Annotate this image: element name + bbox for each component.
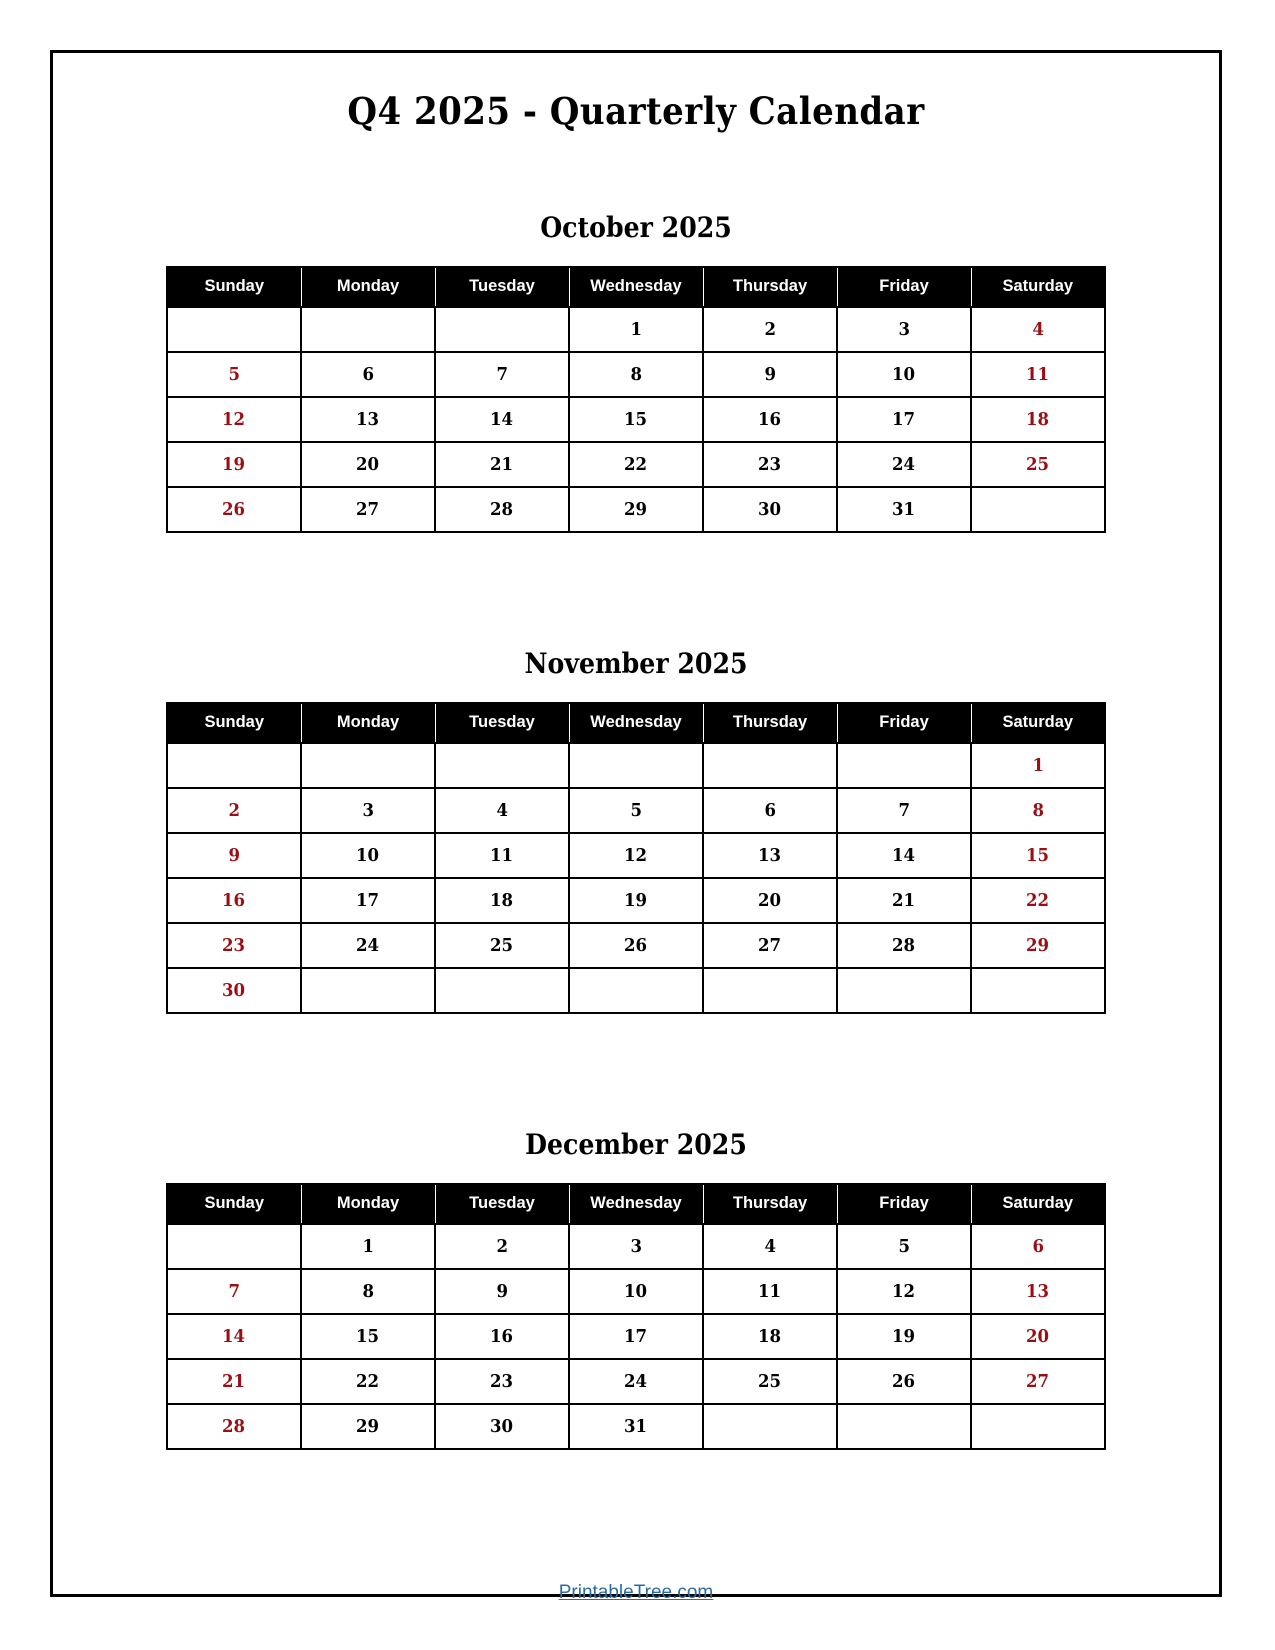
day-number: 29 [356,1416,380,1437]
day-number: 1 [1032,755,1044,776]
weekday-header-sunday: Sunday [167,1184,301,1224]
day-number: 23 [490,1371,514,1392]
calendar-day-cell[interactable] [301,833,435,878]
calendar-cell-empty [167,743,301,788]
table-row [167,352,1105,397]
day-number: 5 [228,364,240,385]
table-row [167,1359,1105,1404]
day-number: 4 [496,800,508,821]
calendar-cell-empty [971,1404,1105,1449]
calendar-day-cell[interactable] [569,1224,703,1269]
weekday-header-saturday: Saturday [971,267,1105,307]
day-number: 30 [490,1416,514,1437]
day-number: 28 [490,499,514,520]
day-number: 10 [356,845,380,866]
day-number: 3 [898,319,910,340]
calendar-day-cell[interactable] [837,1269,971,1314]
day-number: 24 [356,935,380,956]
calendar-day-cell[interactable] [703,1224,837,1269]
calendar-day-cell[interactable] [301,442,435,487]
day-number: 6 [764,800,776,821]
weekday-header-row-october [167,267,1105,307]
table-row [167,968,1105,1013]
calendar-day-cell[interactable] [971,307,1105,352]
day-number: 9 [764,364,776,385]
calendar-day-cell[interactable] [569,1314,703,1359]
day-number: 30 [222,980,246,1001]
table-row [167,442,1105,487]
month-section-november [166,647,1106,1014]
table-row [167,1404,1105,1449]
calendar-body-december [167,1224,1105,1449]
calendar-day-cell[interactable] [435,397,569,442]
day-number: 11 [758,1281,782,1302]
day-number: 30 [758,499,782,520]
calendar-day-cell[interactable] [569,833,703,878]
day-number: 21 [222,1371,246,1392]
calendar-cell-empty [569,743,703,788]
day-number: 16 [222,890,246,911]
calendar-day-cell[interactable] [435,442,569,487]
day-number: 25 [1026,454,1050,475]
day-number: 8 [1032,800,1044,821]
calendar-day-cell[interactable] [569,1404,703,1449]
day-number: 26 [892,1371,916,1392]
calendar-day-cell[interactable] [971,788,1105,833]
calendar-day-cell[interactable] [837,878,971,923]
calendar-day-cell[interactable] [435,1224,569,1269]
calendar-day-cell[interactable] [569,352,703,397]
calendar-day-cell[interactable] [971,923,1105,968]
day-number: 2 [496,1236,508,1257]
day-number: 24 [892,454,916,475]
month-heading-october: October 2025 [540,211,732,244]
month-heading-november: November 2025 [524,647,748,680]
day-number: 17 [624,1326,648,1347]
day-number: 15 [1026,845,1050,866]
day-number: 13 [758,845,782,866]
calendar-cell-empty [167,1224,301,1269]
calendar-day-cell[interactable] [569,1359,703,1404]
day-number: 26 [222,499,246,520]
calendar-day-cell[interactable] [301,1224,435,1269]
day-number: 9 [496,1281,508,1302]
calendar-day-cell[interactable] [435,352,569,397]
calendar-day-cell[interactable] [167,352,301,397]
calendar-day-cell[interactable] [435,487,569,532]
calendar-day-cell[interactable] [167,788,301,833]
day-number: 1 [630,319,642,340]
calendar-day-cell[interactable] [703,397,837,442]
day-number: 24 [624,1371,648,1392]
calendar-day-cell[interactable] [837,487,971,532]
weekday-header-sunday: Sunday [167,267,301,307]
weekday-header-thursday: Thursday [703,1184,837,1224]
day-number: 16 [490,1326,514,1347]
weekday-header-row-december [167,1184,1105,1224]
calendar-day-cell[interactable] [167,442,301,487]
calendar-day-cell[interactable] [971,397,1105,442]
calendar-day-cell[interactable] [703,923,837,968]
calendar-day-cell[interactable] [569,307,703,352]
day-number: 27 [758,935,782,956]
table-row [167,788,1105,833]
calendar-day-cell[interactable] [301,1404,435,1449]
day-number: 20 [356,454,380,475]
calendar-day-cell[interactable] [971,1269,1105,1314]
calendar-day-cell[interactable] [837,833,971,878]
weekday-header-friday: Friday [837,267,971,307]
calendar-cell-empty [703,743,837,788]
calendar-day-cell[interactable] [703,1314,837,1359]
day-number: 5 [898,1236,910,1257]
day-number: 10 [624,1281,648,1302]
day-number: 15 [356,1326,380,1347]
calendar-day-cell[interactable] [837,352,971,397]
calendar-day-cell[interactable] [167,878,301,923]
calendar-day-cell[interactable] [569,397,703,442]
weekday-header-tuesday: Tuesday [435,1184,569,1224]
calendar-day-cell[interactable] [301,788,435,833]
weekday-header-saturday: Saturday [971,1184,1105,1224]
calendar-cell-empty [435,968,569,1013]
weekday-header-thursday: Thursday [703,703,837,743]
calendar-day-cell[interactable] [703,878,837,923]
calendar-cell-empty [301,743,435,788]
calendar-day-cell[interactable] [435,1269,569,1314]
calendar-day-cell[interactable] [703,1359,837,1404]
weekday-header-friday: Friday [837,1184,971,1224]
weekday-header-wednesday: Wednesday [569,1184,703,1224]
calendar-day-cell[interactable] [435,833,569,878]
calendar-day-cell[interactable] [569,442,703,487]
calendar-day-cell[interactable] [167,968,301,1013]
day-number: 1 [362,1236,374,1257]
day-number: 18 [490,890,514,911]
calendar-day-cell[interactable] [301,397,435,442]
calendar-day-cell[interactable] [971,442,1105,487]
calendar-day-cell[interactable] [435,878,569,923]
day-number: 9 [228,845,240,866]
calendar-day-cell[interactable] [569,1269,703,1314]
calendar-table-december [166,1183,1106,1450]
table-row [167,833,1105,878]
day-number: 11 [490,845,514,866]
day-number: 4 [764,1236,776,1257]
day-number: 3 [362,800,374,821]
calendar-day-cell[interactable] [435,1404,569,1449]
calendar-day-cell[interactable] [837,923,971,968]
day-number: 17 [892,409,916,430]
page-title: Q4 2025 - Quarterly Calendar [347,89,925,133]
day-number: 28 [222,1416,246,1437]
calendar-cell-empty [837,1404,971,1449]
calendar-cell-empty [301,307,435,352]
day-number: 11 [1026,364,1050,385]
day-number: 7 [496,364,508,385]
day-number: 6 [1032,1236,1044,1257]
day-number: 7 [898,800,910,821]
day-number: 23 [222,935,246,956]
table-row [167,267,1105,307]
day-number: 31 [624,1416,648,1437]
calendar-day-cell[interactable] [837,442,971,487]
table-row [167,703,1105,743]
calendar-day-cell[interactable] [301,1314,435,1359]
calendar-day-cell[interactable] [703,307,837,352]
day-number: 19 [222,454,246,475]
table-row [167,1269,1105,1314]
day-number: 14 [490,409,514,430]
day-number: 27 [1026,1371,1050,1392]
calendar-cell-empty [301,968,435,1013]
calendar-table-october [166,266,1106,533]
day-number: 20 [1026,1326,1050,1347]
calendar-day-cell[interactable] [837,1224,971,1269]
calendar-day-cell[interactable] [435,1314,569,1359]
day-number: 14 [892,845,916,866]
calendar-body-november [167,743,1105,1013]
calendar-day-cell[interactable] [167,397,301,442]
weekday-header-saturday: Saturday [971,703,1105,743]
calendar-day-cell[interactable] [703,788,837,833]
printabletree-link[interactable]: PrintableTree.com [558,1582,714,1603]
calendar-day-cell[interactable] [703,352,837,397]
calendar-day-cell[interactable] [837,1359,971,1404]
calendar-day-cell[interactable] [703,487,837,532]
weekday-header-row-november [167,703,1105,743]
day-number: 12 [892,1281,916,1302]
calendar-day-cell[interactable] [971,352,1105,397]
day-number: 23 [758,454,782,475]
calendar-cell-empty [569,968,703,1013]
month-heading-december: December 2025 [525,1128,747,1161]
day-number: 14 [222,1326,246,1347]
calendar-day-cell[interactable] [435,923,569,968]
calendar-cell-empty [837,743,971,788]
day-number: 31 [892,499,916,520]
table-row [167,878,1105,923]
calendar-cell-empty [837,968,971,1013]
day-number: 25 [490,935,514,956]
day-number: 15 [624,409,648,430]
day-number: 5 [630,800,642,821]
day-number: 10 [892,364,916,385]
day-number: 21 [892,890,916,911]
calendar-day-cell[interactable] [837,307,971,352]
calendar-day-cell[interactable] [971,743,1105,788]
table-row [167,923,1105,968]
day-number: 22 [624,454,648,475]
day-number: 28 [892,935,916,956]
calendar-day-cell[interactable] [435,1359,569,1404]
weekday-header-monday: Monday [301,267,435,307]
day-number: 3 [630,1236,642,1257]
month-section-october [166,211,1106,533]
day-number: 13 [1026,1281,1050,1302]
weekday-header-tuesday: Tuesday [435,703,569,743]
calendar-day-cell[interactable] [167,1404,301,1449]
calendar-table-november [166,702,1106,1014]
day-number: 19 [892,1326,916,1347]
calendar-day-cell[interactable] [971,1224,1105,1269]
calendar-body-october [167,307,1105,532]
calendar-cell-empty [703,1404,837,1449]
day-number: 6 [362,364,374,385]
calendar-day-cell[interactable] [569,788,703,833]
calendar-day-cell[interactable] [971,1314,1105,1359]
weekday-header-tuesday: Tuesday [435,267,569,307]
weekday-header-monday: Monday [301,1184,435,1224]
calendar-day-cell[interactable] [435,788,569,833]
calendar-day-cell[interactable] [971,833,1105,878]
calendar-day-cell[interactable] [301,487,435,532]
calendar-cell-empty [435,307,569,352]
day-number: 18 [1026,409,1050,430]
calendar-day-cell[interactable] [301,352,435,397]
table-row [167,1314,1105,1359]
calendar-day-cell[interactable] [301,878,435,923]
day-number: 29 [1026,935,1050,956]
day-number: 21 [490,454,514,475]
day-number: 12 [624,845,648,866]
weekday-header-monday: Monday [301,703,435,743]
calendar-day-cell[interactable] [569,878,703,923]
table-row [167,307,1105,352]
calendar-day-cell[interactable] [569,923,703,968]
calendar-day-cell[interactable] [837,1314,971,1359]
calendar-cell-empty [167,307,301,352]
weekday-header-wednesday: Wednesday [569,703,703,743]
table-row [167,743,1105,788]
calendar-cell-empty [435,743,569,788]
day-number: 20 [758,890,782,911]
day-number: 13 [356,409,380,430]
calendar-day-cell[interactable] [167,923,301,968]
weekday-header-wednesday: Wednesday [569,267,703,307]
day-number: 2 [764,319,776,340]
day-number: 19 [624,890,648,911]
footer [53,1582,1219,1604]
calendar-day-cell[interactable] [301,1359,435,1404]
weekday-header-friday: Friday [837,703,971,743]
day-number: 2 [228,800,240,821]
calendar-day-cell[interactable] [301,923,435,968]
calendar-cell-empty [971,968,1105,1013]
table-row [167,397,1105,442]
day-number: 8 [630,364,642,385]
calendar-day-cell[interactable] [837,788,971,833]
day-number: 18 [758,1326,782,1347]
calendar-day-cell[interactable] [167,1314,301,1359]
day-number: 7 [228,1281,240,1302]
month-section-december [166,1128,1106,1450]
calendar-cell-empty [703,968,837,1013]
calendar-day-cell[interactable] [301,1269,435,1314]
day-number: 29 [624,499,648,520]
calendar-day-cell[interactable] [167,1359,301,1404]
day-number: 8 [362,1281,374,1302]
weekday-header-sunday: Sunday [167,703,301,743]
day-number: 17 [356,890,380,911]
calendar-day-cell[interactable] [167,833,301,878]
calendar-day-cell[interactable] [703,1269,837,1314]
day-number: 22 [1026,890,1050,911]
day-number: 22 [356,1371,380,1392]
day-number: 25 [758,1371,782,1392]
table-row [167,487,1105,532]
day-number: 26 [624,935,648,956]
day-number: 27 [356,499,380,520]
printable-page [50,50,1222,1603]
calendar-day-cell[interactable] [167,487,301,532]
calendar-day-cell[interactable] [167,1269,301,1314]
calendar-cell-empty [971,487,1105,532]
table-row [167,1184,1105,1224]
table-row [167,1224,1105,1269]
calendar-day-cell[interactable] [569,487,703,532]
calendar-day-cell[interactable] [971,878,1105,923]
calendar-day-cell[interactable] [837,397,971,442]
weekday-header-thursday: Thursday [703,267,837,307]
calendar-day-cell[interactable] [703,833,837,878]
day-number: 16 [758,409,782,430]
day-number: 4 [1032,319,1044,340]
calendar-day-cell[interactable] [971,1359,1105,1404]
calendar-day-cell[interactable] [703,442,837,487]
day-number: 12 [222,409,246,430]
